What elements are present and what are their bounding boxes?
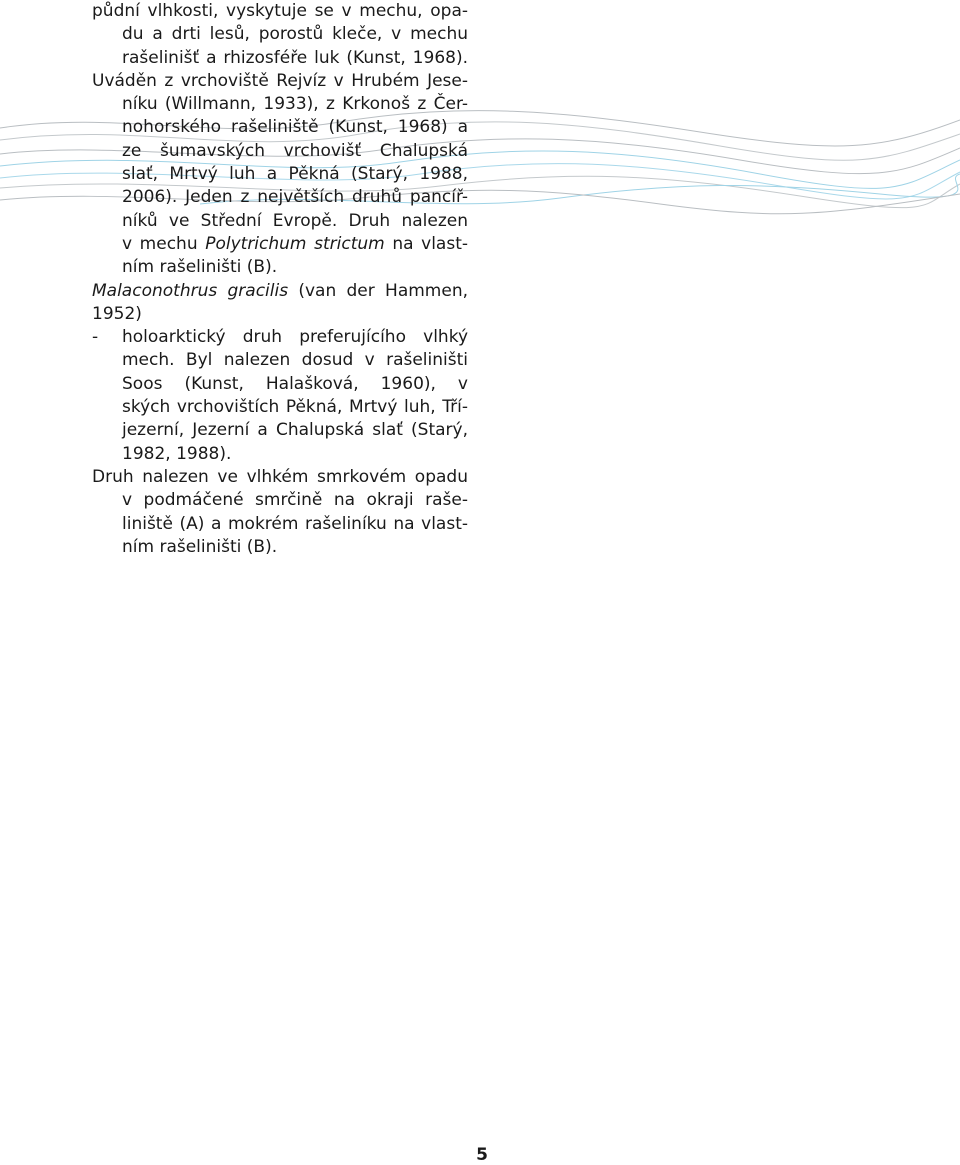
text-line: liniště (A) a mokrém rašeliníku na vlast- [122, 513, 468, 534]
text-line: ze šumavských vrchovišť Chalupská [122, 140, 468, 161]
text-line: 2006). Jeden z největších druhů pancíř- [122, 187, 468, 208]
text-line: mech. Byl nalezen dosud v rašeliništi [122, 350, 468, 371]
species-name-italic: Malaconothrus gracilis [92, 280, 289, 301]
text-line: Uváděn z vrchoviště Rejvíz v Hrubém Jese- [92, 70, 468, 91]
text-line: Druh nalezen ve vlhkém smrkovém opadu [92, 466, 468, 487]
text-line: Soos (Kunst, Halašková, 1960), v [122, 373, 468, 394]
text-fragment: holoarktický druh preferujícího vlhký [122, 327, 468, 348]
page-number: 5 [476, 1145, 488, 1165]
text-line-mixed [92, 233, 468, 256]
text-fragment: v mechu [122, 233, 206, 254]
text-line-dashed [92, 326, 468, 349]
text-line: ských vrchovištích Pěkná, Mrtvý luh, Tří- [122, 397, 468, 418]
text-line: půdní vlhkosti, vyskytuje se v mechu, opa- [92, 1, 468, 21]
text-line: 1982, 1988). [122, 443, 232, 464]
text-line: ním rašeliništi (B). [122, 257, 278, 278]
text-line: níku (Willmann, 1933), z Krkonoš z Čer- [122, 94, 468, 115]
text-column [92, 0, 468, 559]
text-line: slať, Mrtvý luh a Pěkná (Starý, 1988, [122, 164, 468, 185]
text-line: níků ve Střední Evropě. Druh nalezen [122, 210, 468, 231]
text-line: 1952) [92, 303, 142, 324]
text-line: ním rašeliništi (B). [122, 536, 278, 557]
author-citation: (van der Hammen, [288, 280, 468, 301]
text-line: jezerní, Jezerní a Chalupská slať (Starý, [122, 420, 468, 441]
text-line: nohorského rašeliniště (Kunst, 1968) a [122, 117, 468, 138]
text-fragment: na vlast- [384, 233, 468, 254]
text-line: rašelinišť a rhizosféře luk (Kunst, 1968). [122, 47, 468, 68]
species-name-italic: Polytrichum strictum [205, 233, 385, 254]
text-line: du a drti lesů, porostů kleče, v mechu [122, 24, 468, 45]
species-heading-line [92, 280, 468, 303]
dash-marker: - [92, 327, 99, 348]
text-line: v podmáčené smrčině na okraji raše- [122, 490, 468, 511]
